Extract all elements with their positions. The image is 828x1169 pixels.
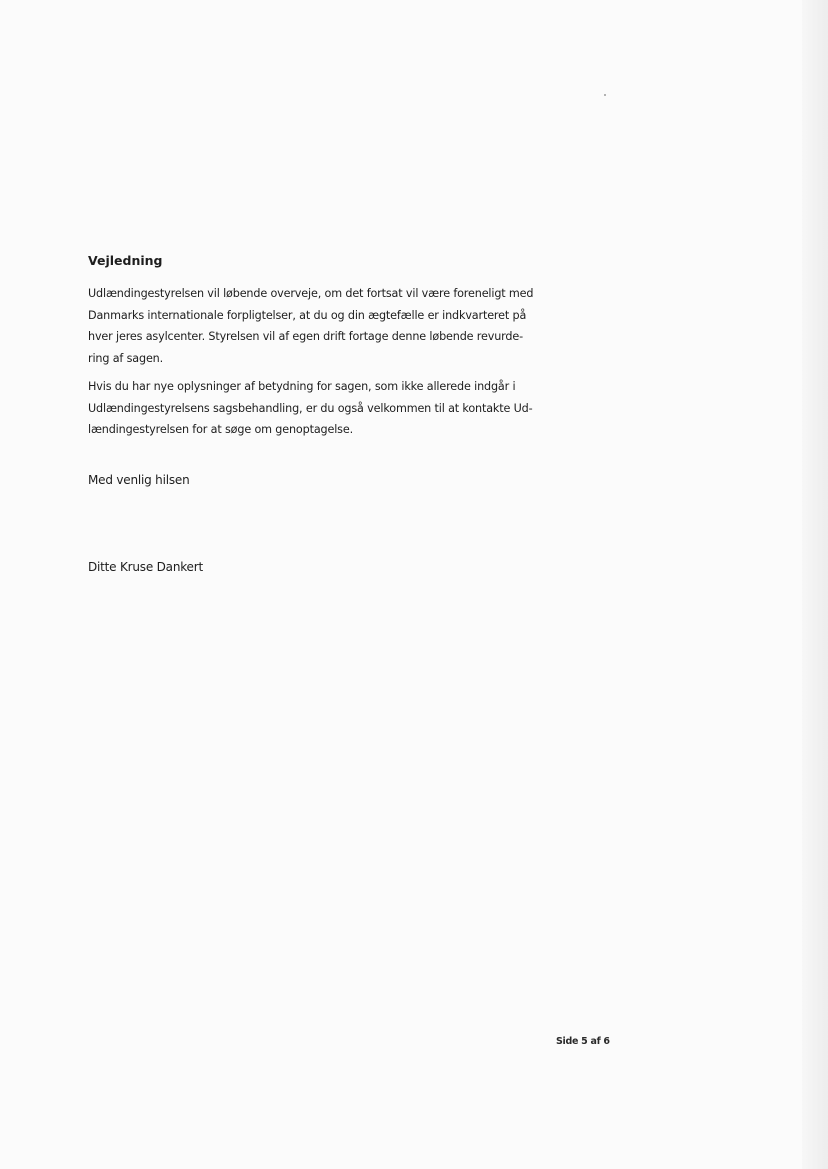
paragraph-line: Udlændingestyrelsen vil løbende overveje, om det fortsat vil være foreneligt med — [88, 287, 534, 300]
signer-name: Ditte Kruse Dankert — [88, 560, 203, 574]
scan-edge-shadow — [802, 0, 828, 1169]
paragraph-line: hver jeres asylcenter. Styrelsen vil af egen drift fortage denne løbende revurde- — [88, 330, 523, 343]
paragraph-line: Udlændingestyrelsens sagsbehandling, er du også velkommen til at kontakte Ud- — [88, 401, 533, 415]
scan-speck — [604, 94, 606, 96]
paragraph-line: Danmarks internationale forpligtelser, at du og din ægtefælle er indkvarteret på — [88, 308, 527, 322]
section-heading: Vejledning — [88, 253, 163, 268]
letter-body — [88, 252, 578, 448]
paragraph-line: Hvis du har nye oplysninger af betydning for sagen, som ikke allerede indgår i — [88, 380, 516, 393]
page-number: Side 5 af 6 — [556, 1036, 610, 1047]
paragraph-reassessment — [88, 283, 578, 369]
closing-greeting: Med venlig hilsen — [88, 473, 190, 487]
paragraph-line: ring af sagen. — [88, 351, 164, 365]
paragraph-line: lændingestyrelsen for at søge om genoptagelse. — [88, 423, 353, 436]
paragraph-new-information — [88, 376, 578, 441]
